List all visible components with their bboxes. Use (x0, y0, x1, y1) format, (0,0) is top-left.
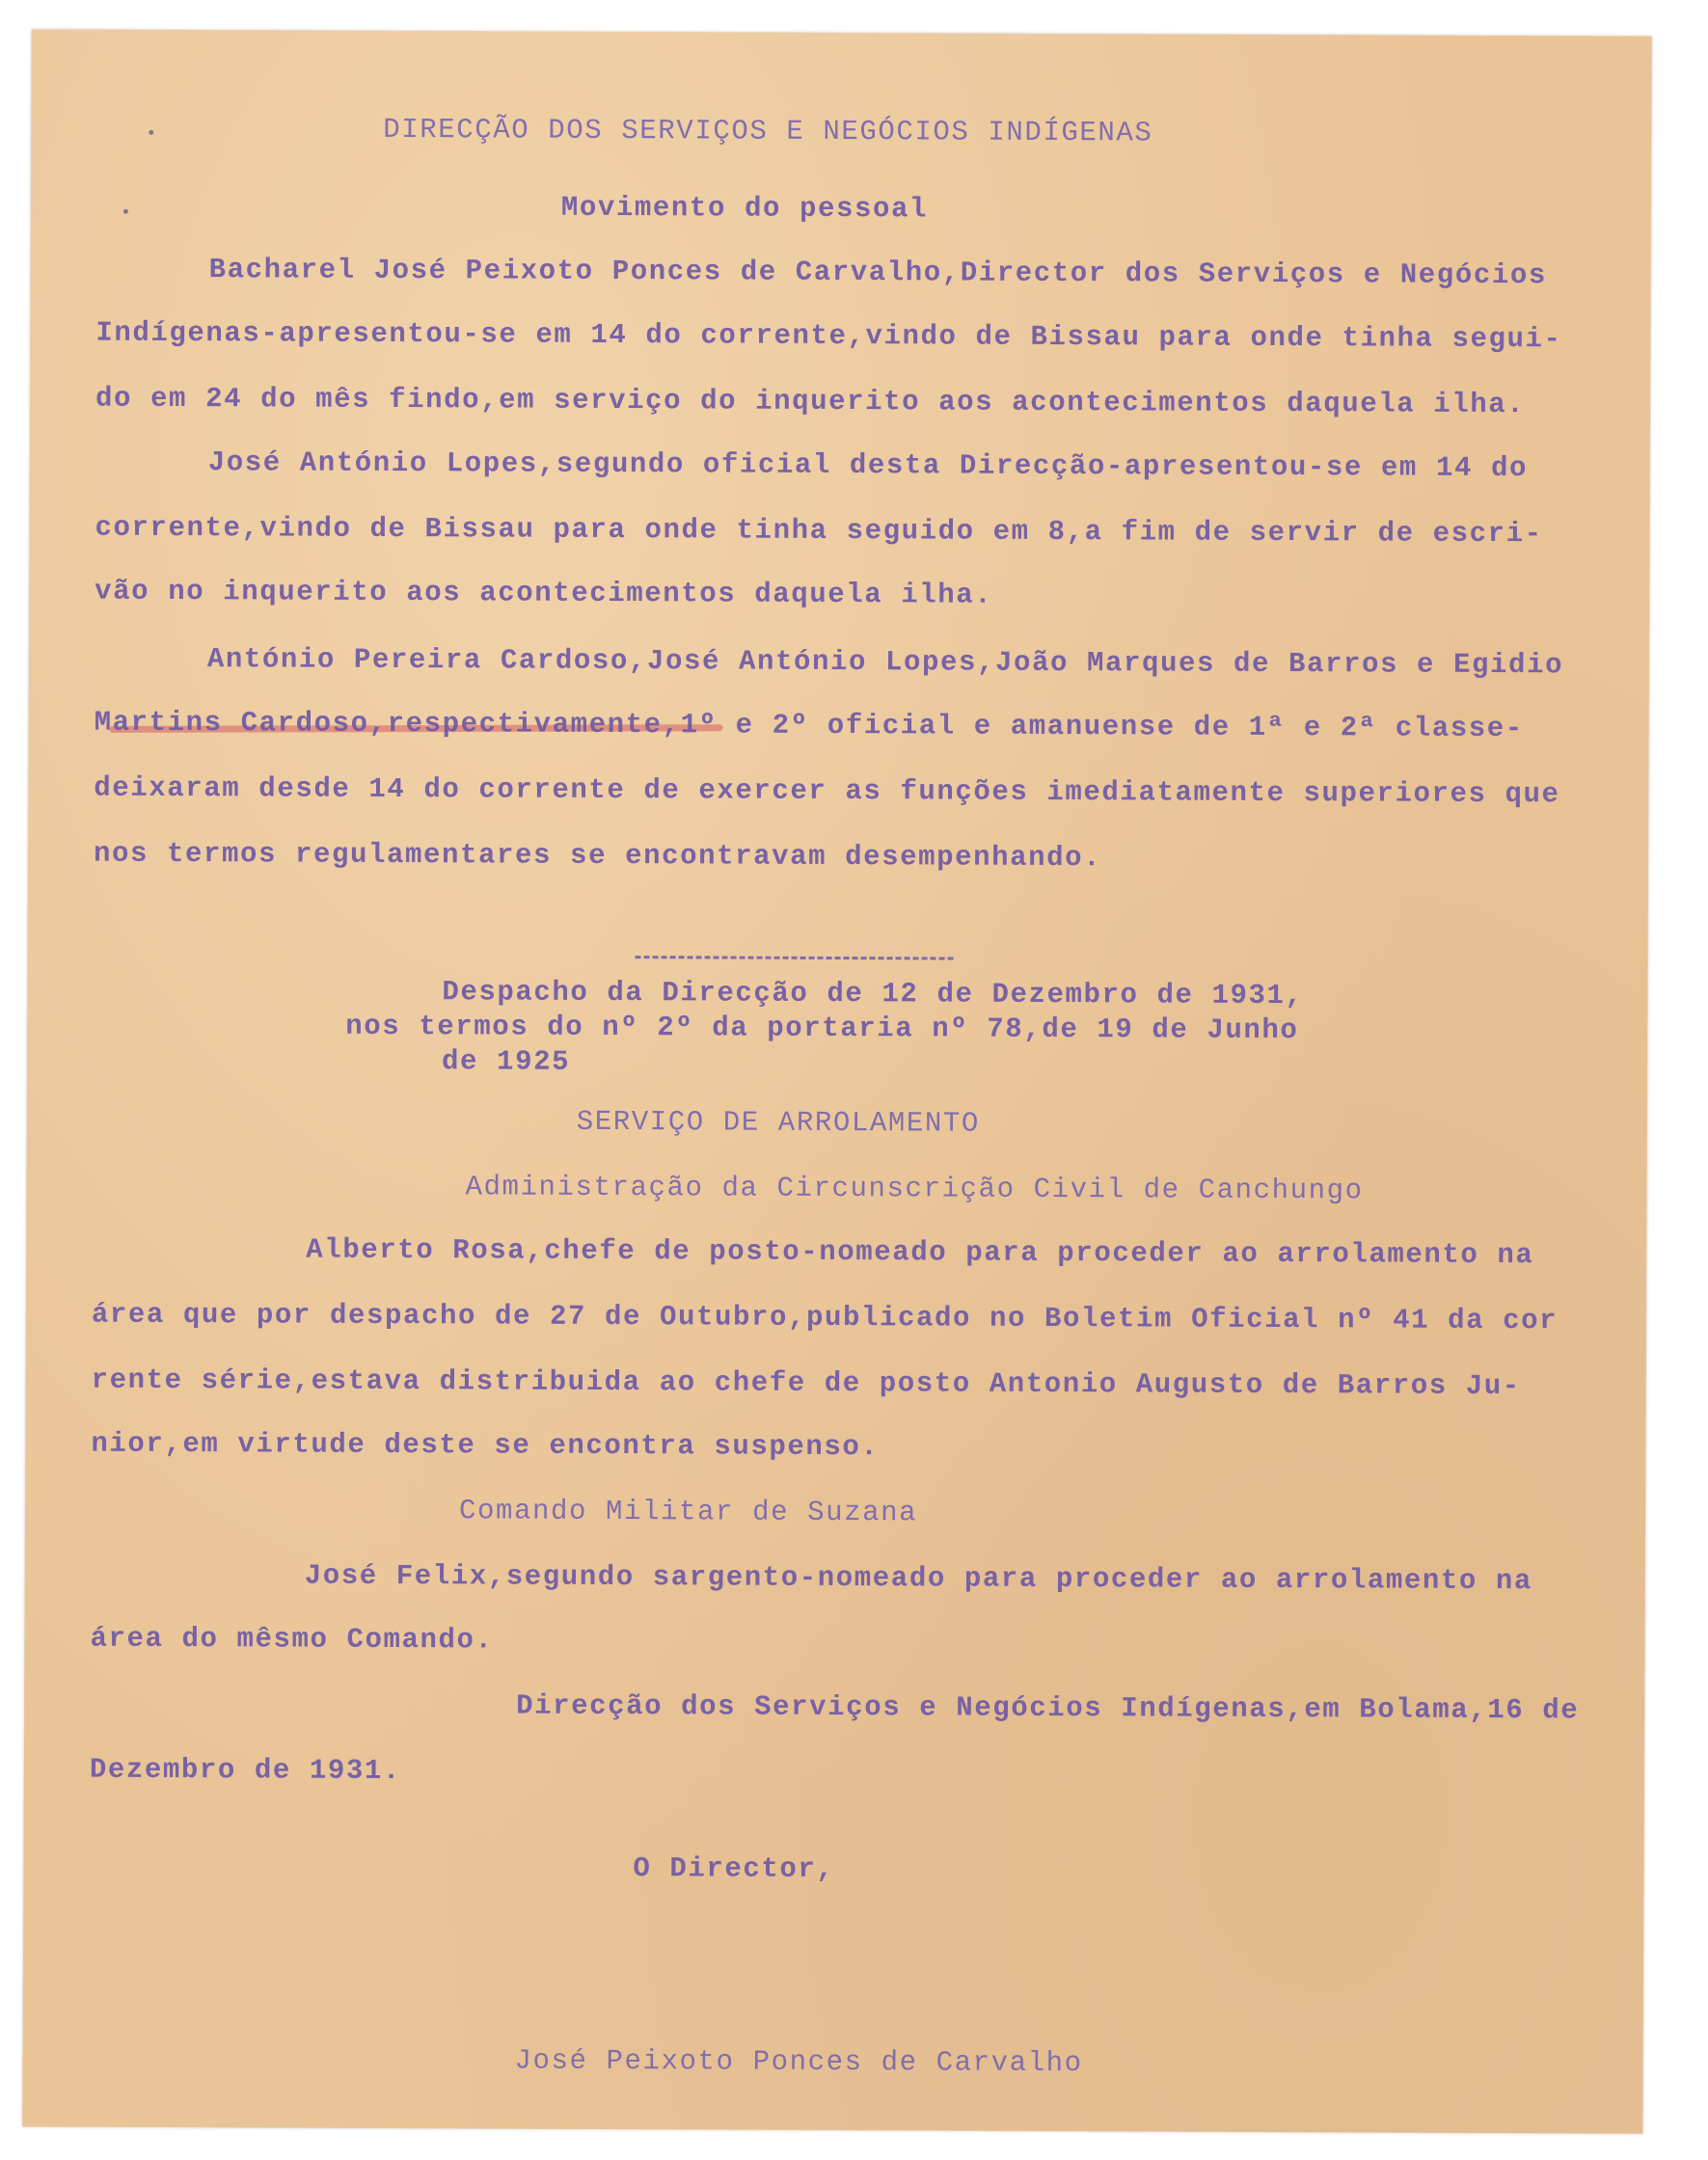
paragraph-4-line-4: nior,em virtude deste se encontra suspenso. (91, 1427, 880, 1464)
ink-speck (149, 130, 153, 135)
paragraph-1-line-3: do em 24 do mês findo,em serviço do inquerito aos acontecimentos daquela ilha. (95, 382, 1526, 421)
closing-line-2: Dezembro de 1931. (89, 1753, 402, 1788)
paragraph-3-line-1: António Pereira Cardoso,José António Lopes,João Marques de Barros e Egidio (206, 643, 1564, 682)
paragraph-2-line-1: José António Lopes,segundo oficial desta Direcção-apresentou-se em 14 do (207, 446, 1529, 485)
paragraph-4-line-3: rente série,estava distribuida ao chefe de posto Antonio Augusto de Barros Ju- (91, 1364, 1521, 1403)
paragraph-5-line-1: José Felix,segundo sargento-nomeado para proceder ao arrolamento na (304, 1559, 1533, 1598)
paragraph-5-line-2: área do mêsmo Comando. (90, 1622, 494, 1657)
paragraph-2-line-3: vão no inquerito aos acontecimentos daquela ilha. (95, 575, 993, 611)
comando-title: Comando Militar de Suzana (458, 1495, 918, 1529)
paragraph-3-line-2: Martins Cardoso,respectivamente,1º e 2º oficial e amanuense de 1ª e 2ª classe- (94, 706, 1524, 745)
paragraph-4-line-1: Alberto Rosa,chefe de posto-nomeado para proceder ao arrolamento na (306, 1233, 1534, 1272)
paragraph-3-line-3: deixaram desde 14 do corrente de exercer as funções imediatamente superiores que (94, 771, 1560, 811)
document-header: DIRECÇÃO DOS SERVIÇOS E NEGÓCIOS INDÍGENAS (383, 113, 1153, 149)
servico-title: SERVIÇO DE ARROLAMENTO (576, 1105, 980, 1140)
signature-name: José Peixoto Ponces de Carvalho (514, 2044, 1083, 2080)
paragraph-1-line-2: Indígenas-apresentou-se em 14 do corrente,vindo de Bissau para onde tinha segui- (95, 316, 1562, 356)
dashed-separator (636, 956, 954, 962)
signoff: O Director, (633, 1852, 835, 1885)
paragraph-1-line-1: Bacharel José Peixoto Ponces de Carvalho,Director dos Serviços e Negócios (208, 254, 1547, 292)
paper-sheet (22, 29, 1651, 2133)
despacho-line-3: de 1925 (442, 1045, 571, 1078)
document-subheader: Movimento do pessoal (560, 191, 929, 226)
administracao-title: Administração da Circunscrição Civil de Canchungo (465, 1171, 1364, 1207)
ink-speck (123, 209, 128, 214)
paragraph-4-line-2: área que por despacho de 27 de Outubro,publicado no Boletim Oficial nº 41 da cor (91, 1298, 1559, 1337)
paragraph-2-line-2: corrente,vindo de Bissau para onde tinha seguido em 8,a fim de servir de escri- (95, 511, 1543, 551)
despacho-line-1: Despacho da Direcção de 12 de Dezembro de 1931, (442, 976, 1304, 1012)
paragraph-3-line-4: nos termos regulamentares se encontravam desempenhando. (93, 837, 1102, 875)
closing-line-1: Direcção dos Serviços e Negócios Indígenas,em Bolama,16 de (516, 1689, 1580, 1727)
despacho-line-2: nos termos do nº 2º da portaria nº 78,de 19 de Junho (345, 1010, 1299, 1047)
